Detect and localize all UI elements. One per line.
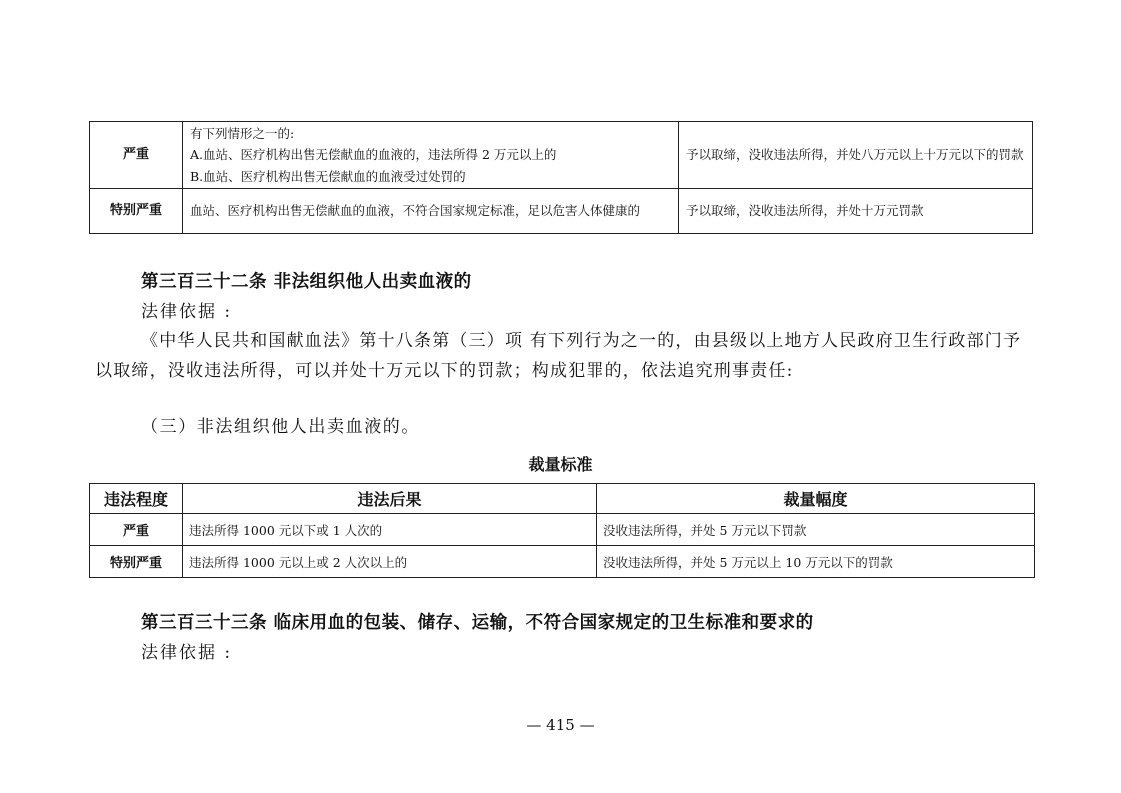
severity-level: 严重 <box>90 122 183 189</box>
table-header-row <box>90 484 1035 514</box>
column-header: 违法后果 <box>183 484 597 514</box>
table-row <box>90 122 1033 189</box>
legal-basis-label: 法律依据 : <box>141 302 233 322</box>
discretion-standard-table <box>89 483 1035 578</box>
penalty-cell: 予以取缔，没收违法所得，并处十万元罚款 <box>679 189 1033 234</box>
consequence-cell: 违法所得 1000 元以上或 2 人次以上的 <box>183 546 597 578</box>
violation-condition: 血站、医疗机构出售无偿献血的血液，不符合国家规定标准，足以危害人体健康的 <box>183 189 679 234</box>
column-header: 违法程度 <box>90 484 183 514</box>
standard-title: 裁量标准 <box>528 455 593 474</box>
range-cell: 没收违法所得，并处 5 万元以上 10 万元以下的罚款 <box>597 546 1035 578</box>
violation-condition <box>183 122 679 189</box>
legal-basis-label: 法律依据 : <box>141 643 233 663</box>
severity-level: 严重 <box>90 514 183 546</box>
legal-basis-item: （三）非法组织他人出卖血液的。 <box>141 417 420 437</box>
table-row <box>90 546 1035 578</box>
condition-line: B.血站、医疗机构出售无偿献血的血液受过处罚的 <box>190 168 466 184</box>
table-row <box>90 189 1033 234</box>
range-cell: 没收违法所得，并处 5 万元以下罚款 <box>597 514 1035 546</box>
prior-standard-table <box>89 121 1033 234</box>
column-header: 裁量幅度 <box>597 484 1035 514</box>
table-row <box>90 514 1035 546</box>
article-heading: 第三百三十二条 非法组织他人出卖血液的 <box>141 272 472 292</box>
severity-level: 特别严重 <box>90 189 183 234</box>
severity-level: 特别严重 <box>90 546 183 578</box>
article-heading: 第三百三十三条 临床用血的包装、储存、运输，不符合国家规定的卫生标准和要求的 <box>141 613 814 633</box>
consequence-cell: 违法所得 1000 元以下或 1 人次的 <box>183 514 597 546</box>
legal-basis-text: 《中华人民共和国献血法》第十八条第（三）项 有下列行为之一的，由县级以上地方人民政府卫生行政部门予以取缔，没收违法所得，可以并处十万元以下的罚款；构成犯罪的，依法追究刑事责任: <box>95 331 1022 381</box>
condition-line: A.血站、医疗机构出售无偿献血的血液的，违法所得 2 万元以上的 <box>190 147 557 163</box>
condition-line: 有下列情形之一的: <box>190 125 295 141</box>
page-number: — 415 — <box>526 716 595 734</box>
penalty-cell: 予以取缔，没收违法所得，并处八万元以上十万元以下的罚款 <box>679 122 1033 189</box>
